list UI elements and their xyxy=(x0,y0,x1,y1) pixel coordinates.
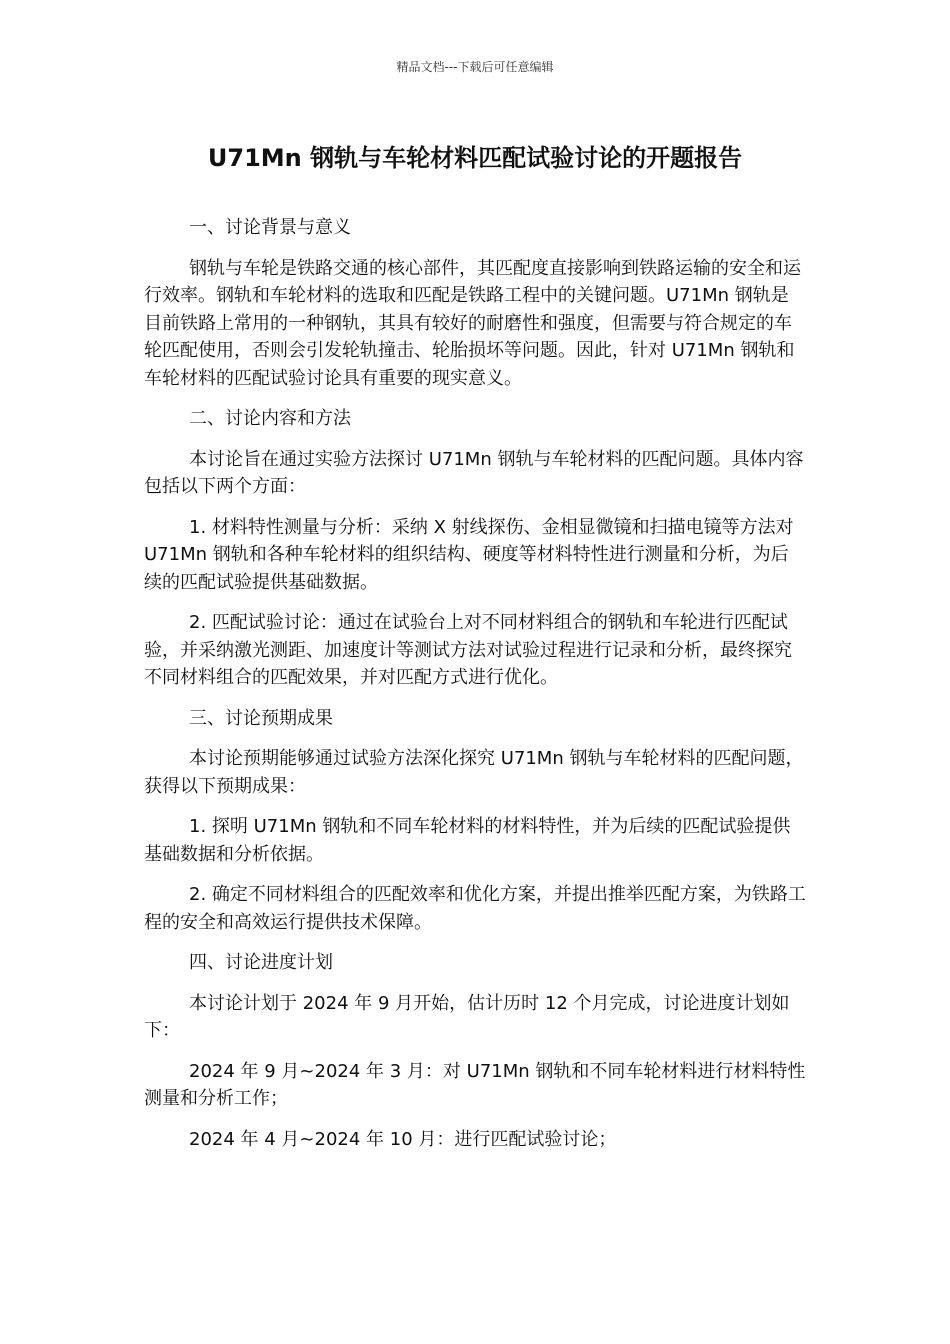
list-item-expected-2: 2. 确定不同材料组合的匹配效率和优化方案，并提出推举匹配方案，为铁路工程的安全和高效运行提供技术保障。 xyxy=(144,884,806,933)
paragraph-schedule-intro: 本讨论计划于 2024 年 9 月开始，估计历时 12 个月完成，讨论进度计划如下： xyxy=(144,992,790,1041)
list-item-matching-test: 2. 匹配试验讨论：通过在试验台上对不同材料组合的钢轨和车轮进行匹配试验，并采纳激光测距、加速度计等测试方法对试验过程进行记录和分析，最终探究不同材料组合的匹配效果，并对匹配方式进行优化。 xyxy=(144,612,792,688)
section-heading-schedule: 四、讨论进度计划 xyxy=(189,952,333,973)
paragraph-expected-intro: 本讨论预期能够通过试验方法深化探究 U71Mn 钢轨与车轮材料的匹配问题，获得以下预期成果： xyxy=(144,748,804,797)
section-heading-expected-results: 三、讨论预期成果 xyxy=(189,707,333,729)
list-item-material-properties: 1. 材料特性测量与分析：采纳 X 射线探伤、金相显微镜和扫描电镜等方法对 U71Mn 钢轨和各种车轮材料的组织结构、硬度等材料特性进行测量和分析，为后续的匹配试验提供基础数据。 xyxy=(144,516,794,593)
section-heading-content-methods: 二、讨论内容和方法 xyxy=(189,408,351,429)
document-body xyxy=(144,214,806,1166)
document-title: U71Mn 钢轨与车轮材料匹配试验讨论的开题报告 xyxy=(207,144,743,172)
header-note: 精品文档---下载后可任意编辑 xyxy=(396,60,554,74)
schedule-item-1: 2024 年 9 月~2024 年 3 月：对 U71Mn 钢轨和不同车轮材料进行材料特性测量和分析工作； xyxy=(144,1060,806,1109)
paragraph-background: 钢轨与车轮是铁路交通的核心部件，其匹配度直接影响到铁路运输的安全和运行效率。钢轨和车轮材料的选取和匹配是铁路工程中的关键问题。U71Mn 钢轨是目前铁路上常用的一种钢轨，其具有较好的耐磨性和强度，但需要与符合规定的车轮匹配使用，否则会引发轮轨撞击、轮胎损坏等问题。因此，针对 U71Mn 钢轨和车轮材料的匹配试验讨论具有重要的现实意义。 xyxy=(144,257,801,389)
section-heading-background: 一、讨论背景与意义 xyxy=(189,217,351,238)
list-item-expected-1: 1. 探明 U71Mn 钢轨和不同车轮材料的材料特性，并为后续的匹配试验提供基础数据和分析依据。 xyxy=(144,816,791,865)
schedule-item-2: 2024 年 4 月~2024 年 10 月：进行匹配试验讨论； xyxy=(189,1128,617,1150)
paragraph-content-intro: 本讨论旨在通过实验方法探讨 U71Mn 钢轨与车轮材料的匹配问题。具体内容包括以下两个方面： xyxy=(144,448,804,497)
